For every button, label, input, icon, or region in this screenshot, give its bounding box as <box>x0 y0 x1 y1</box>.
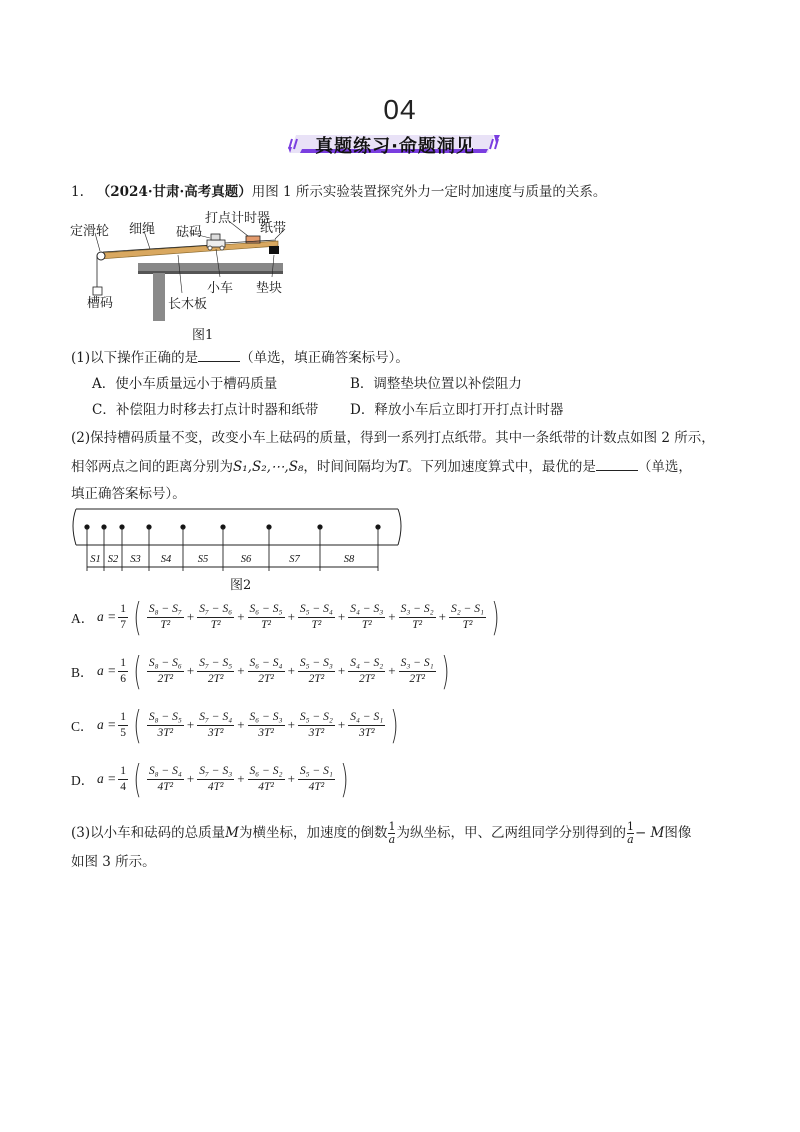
paren-close: ) <box>491 595 500 639</box>
segment-label-s2: S2 <box>107 554 119 565</box>
formula-option-b: B． a = $\frac{1}{6}$ ( $\frac{\text{S₈ − S₆}}{\text{2T²}}$ + $\frac{\text{S₇ − S₅}}{\text{2T²}}$ + $\frac{\text{S₆ − S₄}}{\text{2T²}}$ + $\frac{\text{S₅ − S₃}}{\text{2T²}}$ + $\frac{\text{S₄ − S₂}}{\text{2T²}}$ + $\frac{\text{S₃ − S₁}}{\text{2T²}}$ ) <box>71 649 450 693</box>
formula-coefficient: $\frac{1}{5}$ <box>120 710 126 739</box>
formula-term: $\frac{\text{S₄ − S₁}}{\text{3T²}}$ <box>350 710 384 739</box>
label-rope: 细绳 <box>129 222 156 237</box>
part-3-line-1d: 图像 <box>664 825 692 841</box>
paren-close: ) <box>340 757 349 801</box>
formula-term: $\frac{\text{S₆ − S₃}}{\text{3T²}}$ <box>249 710 283 739</box>
option-c: C．补偿阻力时移去打点计时器和纸带 <box>92 402 319 418</box>
paren-open: ( <box>133 757 142 801</box>
paren-open: ( <box>133 703 142 747</box>
part-3-line-1 <box>71 820 691 846</box>
question-text: 用图 1 所示实验装置探究外力一定时加速度与质量的关系。 <box>251 184 607 200</box>
formula-term: $\frac{\text{S₆ − S₄}}{\text{2T²}}$ <box>249 656 283 685</box>
formula-term: $\frac{\text{S₄ − S₃}}{\text{T²}}$ <box>350 602 384 631</box>
part-1-stem-a: (1)以下操作正确的是 <box>71 350 199 366</box>
formula-term: $\frac{\text{S₆ − S₅}}{\text{T²}}$ <box>249 602 283 631</box>
formula-term: $\frac{\text{S₃ − S₂}}{\text{T²}}$ <box>400 602 434 631</box>
question-source: （2024·甘肃·高考真题） <box>96 184 252 200</box>
graph-axis-frac: $\frac{1}{a}$ <box>626 820 634 846</box>
formula-letter: A． <box>71 611 95 626</box>
formula-term: $\frac{\text{S₅ − S₂}}{\text{3T²}}$ <box>299 710 333 739</box>
label-board: 长木板 <box>168 297 208 312</box>
label-cart: 小车 <box>207 281 234 296</box>
formula-term: $\frac{\text{S₅ − S₃}}{\text{2T²}}$ <box>299 656 333 685</box>
part-2-line-2a: 相邻两点之间的距离分别为 <box>71 459 233 475</box>
segment-label-s8: S8 <box>343 554 355 565</box>
figure-2-caption: 图2 <box>230 578 252 593</box>
label-block: 垫块 <box>256 281 283 296</box>
cart-weight <box>211 234 220 240</box>
formula-lhs: a = <box>97 771 117 786</box>
label-weight: 砝码 <box>176 225 203 240</box>
figure-2-tape <box>70 505 410 573</box>
part-3-line-1b: 为横坐标，加速度的倒数 <box>238 825 388 841</box>
part-2-line-2c: 。下列加速度算式中，最优的是 <box>406 459 596 475</box>
block <box>269 246 279 254</box>
formula-term: $\frac{\text{S₈ − S₄}}{\text{4T²}}$ <box>148 764 182 793</box>
mass-symbol: M <box>225 825 239 841</box>
label-pulley: 定滑轮 <box>70 224 110 239</box>
formula-term: $\frac{\text{S₈ − S₇}}{\text{T²}}$ <box>148 602 182 631</box>
part-2-line-1: (2)保持槽码质量不变，改变小车上砝码的质量，得到一系列打点纸带。其中一条纸带的计数点如图 2 所示， <box>71 430 715 446</box>
segment-label-s3: S3 <box>130 554 141 565</box>
formula-term: $\frac{\text{S₄ − S₂}}{\text{2T²}}$ <box>350 656 384 685</box>
option-b: B．调整垫块位置以补偿阻力 <box>350 376 522 392</box>
table-leg <box>153 273 165 321</box>
option-a: A．使小车质量远小于槽码质量 <box>92 376 278 392</box>
part-3-line-2: 如图 3 所示。 <box>71 854 156 870</box>
part-2-line-3: 填正确答案标号）。 <box>71 486 186 502</box>
segment-label-s6: S6 <box>240 554 252 565</box>
formula-term: $\frac{\text{S₅ − S₁}}{\text{4T²}}$ <box>299 764 333 793</box>
part-2-line-2d: （单选， <box>637 459 692 475</box>
paren-open: ( <box>133 649 142 693</box>
part-3-line-1a: (3)以小车和砝码的总质量 <box>71 825 226 841</box>
section-number: 04 <box>380 94 420 126</box>
inverse-acceleration: $\frac{1}{a}$ <box>388 820 396 846</box>
formula-letter: C． <box>71 719 94 734</box>
long-board <box>100 241 278 259</box>
formula-term: $\frac{\text{S₈ − S₅}}{\text{3T²}}$ <box>148 710 182 739</box>
question-stem <box>71 182 606 202</box>
formula-option-a: A． a = $\frac{1}{7}$ ( $\frac{\text{S₈ − S₇}}{\text{T²}}$ + $\frac{\text{S₇ − S₆}}{\text{T²}}$ + $\frac{\text{S₆ − S₅}}{\text{T²}}$ + $\frac{\text{S₅ − S₄}}{\text{T²}}$ + $\frac{\text{S₄ − S₃}}{\text{T²}}$ + $\frac{\text{S₃ − S₂}}{\text{T²}}$ + $\frac{\text{S₂ − S₁}}{\text{T²}}$ ) <box>71 595 500 639</box>
option-d: D．释放小车后立即打开打点计时器 <box>350 402 564 418</box>
formula-coefficient: $\frac{1}{7}$ <box>120 602 126 631</box>
segment-label-s1: S1 <box>90 554 101 565</box>
formula-term: $\frac{\text{S₇ − S₃}}{\text{4T²}}$ <box>199 764 233 793</box>
segment-label-s7: S7 <box>289 554 300 565</box>
paren-close: ) <box>440 649 450 693</box>
formula-term: $\frac{\text{S₃ − S₁}}{\text{2T²}}$ <box>400 656 434 685</box>
formula-term: $\frac{\text{S₇ − S₆}}{\text{T²}}$ <box>199 602 233 631</box>
figure-1-caption: 图1 <box>192 328 214 343</box>
part-2-line-2 <box>71 456 692 477</box>
formula-term: $\frac{\text{S₈ − S₆}}{\text{2T²}}$ <box>148 656 182 685</box>
segment-label-s4: S4 <box>160 554 172 565</box>
formula-term: $\frac{\text{S₆ − S₂}}{\text{4T²}}$ <box>249 764 283 793</box>
paren-open: ( <box>133 595 142 639</box>
paren-close: ) <box>390 703 399 747</box>
label-hanging-mass: 槽码 <box>87 296 114 311</box>
part-2-line-2b: ，时间间隔均为 <box>303 459 398 475</box>
formula-option-d: D． a = $\frac{1}{4}$ ( $\frac{\text{S₈ − S₄}}{\text{4T²}}$ + $\frac{\text{S₇ − S₃}}{\text{4T²}}$ + $\frac{\text{S₆ − S₂}}{\text{4T²}}$ + $\frac{\text{S₅ − S₁}}{\text{4T²}}$ ) <box>71 757 349 801</box>
formula-letter: B． <box>71 665 94 680</box>
pulley <box>97 252 105 260</box>
segment-label-s5: S5 <box>197 554 209 565</box>
question-number: 1. <box>71 184 84 200</box>
formula-term: $\frac{\text{S₇ − S₅}}{\text{2T²}}$ <box>199 656 233 685</box>
answer-blank-2[interactable] <box>596 456 638 471</box>
label-tape: 纸带 <box>260 221 287 236</box>
formula-term: $\frac{\text{S₇ − S₄}}{\text{3T²}}$ <box>199 710 233 739</box>
part-1-stem-b: （单选，填正确答案标号）。 <box>240 350 409 366</box>
graph-axis-minus-m: − M <box>634 825 665 841</box>
segment-symbols: S₁,S₂,⋯,S₈ <box>233 459 304 475</box>
formula-option-c: C． a = $\frac{1}{5}$ ( $\frac{\text{S₈ − S₅}}{\text{3T²}}$ + $\frac{\text{S₇ − S₄}}{\text{3T²}}$ + $\frac{\text{S₆ − S₃}}{\text{3T²}}$ + $\frac{\text{S₅ − S₂}}{\text{3T²}}$ + $\frac{\text{S₄ − S₁}}{\text{3T²}}$ ) <box>71 703 399 747</box>
part-3-line-1c: 为纵坐标，甲、乙两组同学分别得到的 <box>396 825 626 841</box>
label-timer: 打点计时器 <box>205 211 271 226</box>
answer-blank-1[interactable] <box>198 347 240 362</box>
period-symbol: T <box>397 459 407 475</box>
formula-letter: D． <box>71 773 95 788</box>
formula-lhs: a = <box>97 717 117 732</box>
part-1-stem <box>71 347 409 368</box>
formula-term: $\frac{\text{S₂ − S₁}}{\text{T²}}$ <box>450 602 484 631</box>
formula-lhs: a = <box>97 663 117 678</box>
formula-term: $\frac{\text{S₅ − S₄}}{\text{T²}}$ <box>299 602 333 631</box>
formula-coefficient: $\frac{1}{4}$ <box>120 764 126 793</box>
formula-coefficient: $\frac{1}{6}$ <box>120 656 126 685</box>
formula-lhs: a = <box>97 609 117 624</box>
section-title: 真题练习·命题洞见 <box>315 136 475 157</box>
